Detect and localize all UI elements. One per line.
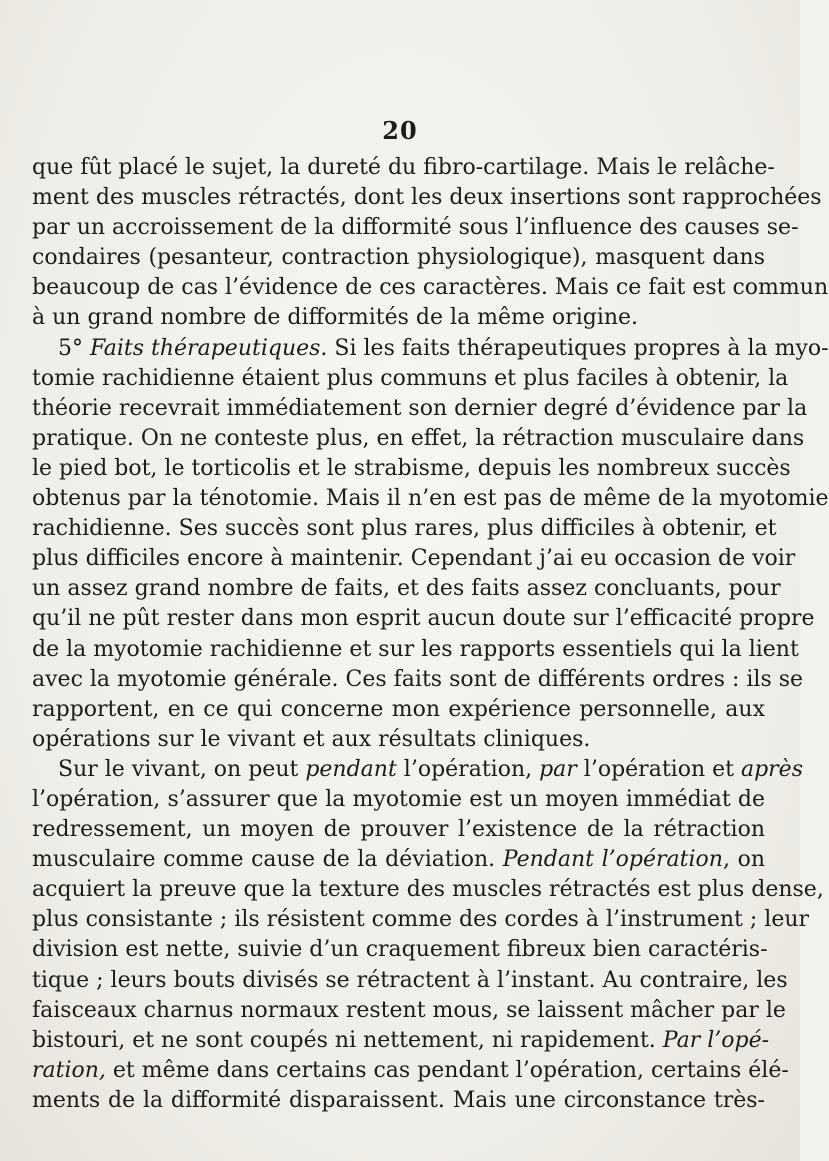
text-line <box>32 243 765 273</box>
text-run: plus difficiles encore à maintenir. Cependant j’ai eu occasion de voir <box>32 546 796 572</box>
text-line <box>32 1056 789 1086</box>
text-run: Sur le vivant, on peut <box>58 756 306 782</box>
text-run: l’opération et <box>576 756 741 782</box>
text-run: par un accroissement de la difformité sous l’influence des causes se- <box>32 215 799 241</box>
text-run: tique ; leurs bouts divisés se rétractent à l’instant. Au contraire, les <box>32 967 788 993</box>
text-line <box>32 604 815 634</box>
text-run: acquiert la preuve que la texture des muscles rétractés est plus dense, <box>32 877 824 903</box>
text-run: Si les faits thérapeutiques propres à la myo- <box>327 335 829 361</box>
text-line <box>32 303 765 333</box>
italic-text: Pendant l’opération <box>502 847 723 873</box>
italic-text: Par l’opé- <box>662 1027 770 1053</box>
text-run: condaires (pesanteur, contraction physiologique), masquent dans <box>32 245 765 271</box>
body-text <box>32 153 829 1116</box>
text-run: musculaire comme cause de la déviation. <box>32 847 503 873</box>
text-run: , on <box>722 847 765 873</box>
text-line <box>32 454 791 484</box>
text-line <box>32 334 829 364</box>
text-line <box>32 905 810 935</box>
text-run: et même dans certains cas pendant l’opération, certains élé- <box>105 1057 789 1083</box>
text-run: tomie rachidienne étaient plus communs et plus faciles à obtenir, la <box>32 365 789 391</box>
italic-text: par <box>539 756 577 782</box>
text-line <box>32 875 824 905</box>
text-line <box>32 213 799 243</box>
text-run: qu’il ne pût rester dans mon esprit aucun doute sur l’efficacité propre <box>32 606 815 632</box>
text-run: obtenus par la ténotomie. Mais il n’en est pas de même de la myotomie <box>32 486 829 512</box>
text-line <box>32 183 822 213</box>
text-line <box>32 514 777 544</box>
italic-text: après <box>740 756 803 782</box>
text-line <box>32 544 796 574</box>
text-run: que fût placé le sujet, la dureté du fibro-cartilage. Mais le relâche- <box>32 155 775 180</box>
text-run: 5° <box>58 335 90 361</box>
italic-text: ration, <box>32 1057 106 1083</box>
text-run: ments de la difformité disparaissent. Mais une circonstance très- <box>32 1087 765 1113</box>
text-line <box>32 484 829 514</box>
text-run: pratique. On ne conteste plus, en effet, la rétraction musculaire dans <box>32 425 805 451</box>
text-line <box>32 996 786 1026</box>
text-run: opérations sur le vivant et aux résultats cliniques. <box>32 726 591 752</box>
text-run: à un grand nombre de difformités de la même origine. <box>32 305 639 331</box>
text-run: bistouri, et ne sont coupés ni nettement, ni rapidement. <box>32 1027 663 1053</box>
text-line <box>32 273 829 303</box>
text-run: redressement, un moyen de prouver l’existence de la rétraction <box>32 817 765 843</box>
text-run: un assez grand nombre de faits, et des faits assez concluants, pour <box>32 576 781 602</box>
text-line <box>32 1086 765 1116</box>
text-run: le pied bot, le torticolis et le strabisme, depuis les nombreux succès <box>32 455 791 481</box>
text-line <box>32 785 765 815</box>
text-line <box>32 966 788 996</box>
italic-text: Faits thérapeutiques. <box>90 335 328 361</box>
text-line <box>32 725 765 755</box>
text-line <box>32 394 808 424</box>
text-run: de la myotomie rachidienne et sur les rapports essentiels qui la lient <box>32 636 799 662</box>
text-run: ment des muscles rétractés, dont les deux insertions sont rapprochées <box>32 185 822 211</box>
text-run: beaucoup de cas l’évidence de ces caractères. Mais ce fait est commun <box>32 275 829 301</box>
text-line <box>32 1026 770 1056</box>
text-line <box>32 755 803 785</box>
text-line <box>32 424 805 454</box>
text-run: rapportent, en ce qui concerne mon expérience personnelle, aux <box>32 696 765 722</box>
page-number: 20 <box>382 116 418 145</box>
text-run: rachidienne. Ses succès sont plus rares, plus difficiles à obtenir, et <box>32 516 777 542</box>
text-line <box>32 574 781 604</box>
text-run: faisceaux charnus normaux restent mous, se laissent mâcher par le <box>32 997 786 1023</box>
text-line <box>32 935 768 965</box>
text-line <box>32 153 775 183</box>
text-line <box>32 635 799 665</box>
text-run: l’opération, <box>396 756 540 782</box>
text-run: division est nette, suivie d’un craquement fibreux bien caractéris- <box>32 937 768 963</box>
text-line <box>32 845 765 875</box>
text-line <box>32 364 789 394</box>
text-line <box>32 815 765 845</box>
text-line <box>32 665 804 695</box>
text-run: plus consistante ; ils résistent comme des cordes à l’instrument ; leur <box>32 907 810 933</box>
text-run: l’opération, s’assurer que la myotomie est un moyen immédiat de <box>32 786 765 812</box>
text-line <box>32 695 765 725</box>
text-run: avec la myotomie générale. Ces faits sont de différents ordres : ils se <box>32 666 804 692</box>
text-run: théorie recevrait immédiatement son dernier degré d’évidence par la <box>32 395 808 421</box>
italic-text: pendant <box>305 756 397 782</box>
